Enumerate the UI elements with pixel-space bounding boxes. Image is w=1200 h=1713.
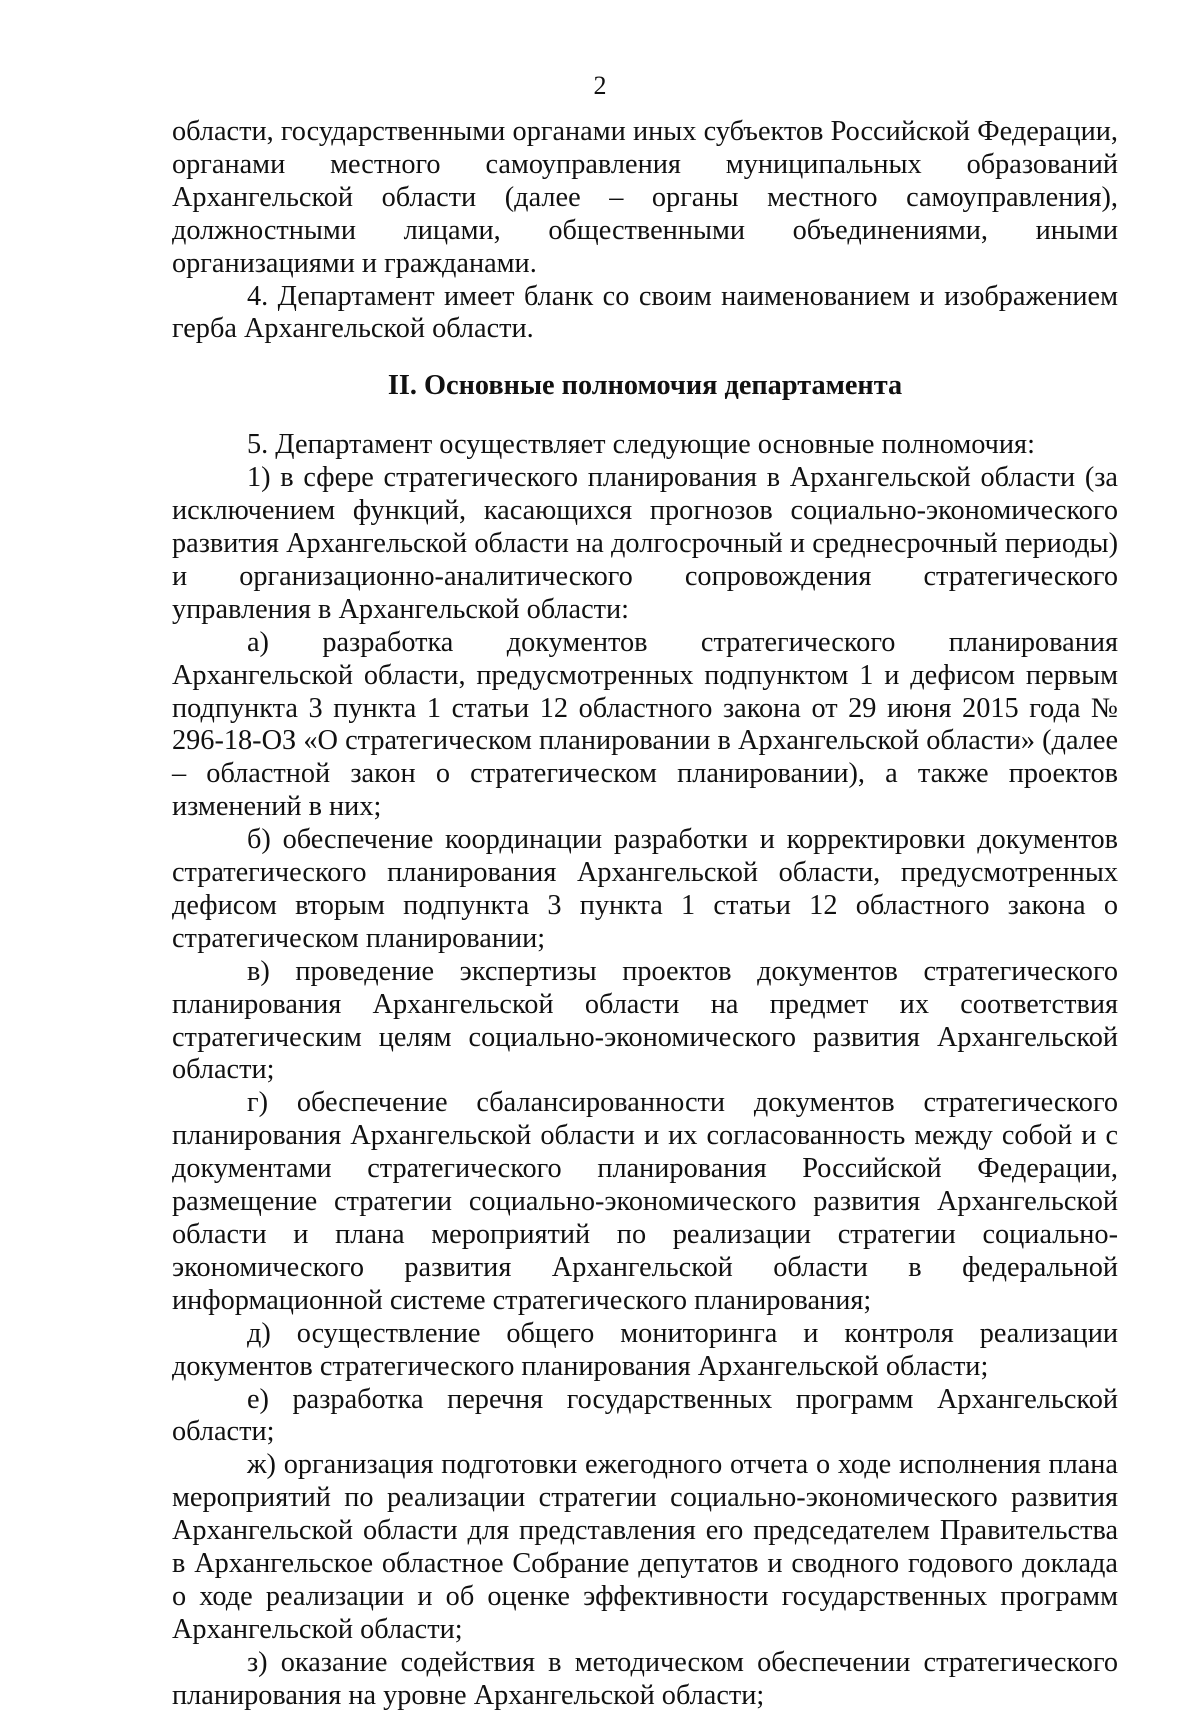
page-number: 2 — [593, 71, 607, 100]
paragraph-point-b: б) обеспечение координации разработки и корректировки документов стратегического планирования Архангельской области, предусмотренных дефисом вторым подпункта 3 пункта 1 статьи 12 областного закона о стратегическом планировании; — [172, 824, 1118, 954]
section-heading: II. Основные полномочия департамента — [387, 370, 903, 402]
paragraph-point-zh: ж) организация подготовки ежегодного отчета о ходе исполнения плана мероприятий по реализации стратегии социально-экономического развития Архангельской области для представления его председателем Правительства в Архангельское областное Собрание депутатов и сводного годового доклада о ходе реализации и об оценке эффективности государственных программ Архангельской области; — [172, 1449, 1118, 1645]
paragraph-point-d: д) осуществление общего мониторинга и контроля реализации документов стратегического планирования Архангельской области; — [172, 1317, 1118, 1382]
document-body — [172, 116, 1118, 1713]
paragraph-point-e: е) разработка перечня государственных программ Архангельской области; — [172, 1383, 1118, 1448]
paragraph-item-5: 5. Департамент осуществляет следующие основные полномочия: — [247, 429, 1035, 461]
paragraph-point-a: а) разработка документов стратегического планирования Архангельской области, предусмотренных подпунктом 1 и дефисом первым подпункта 3 пункта 1 статьи 12 областного закона от 29 июня 2015 года № 296-18-ОЗ «О стратегическом планировании в Архангельской области» (далее – областной закон о стратегическом планировании), а также проектов изменений в них; — [172, 626, 1118, 823]
paragraph-point-g: г) обеспечение сбалансированности документов стратегического планирования Архангельской области и их согласованность между собой и с документами стратегического планирования Российской Федерации, размещение стратегии социально-экономического развития Архангельской области и плана мероприятий по реализации стратегии социально-экономического развития Архангельской области в федеральной информационной системе стратегического планирования; — [172, 1087, 1118, 1316]
paragraph-item-4: 4. Департамент имеет бланк со своим наименованием и изображением герба Архангельской области. — [172, 280, 1118, 345]
paragraph-continuation: области, государственными органами иных субъектов Российской Федерации, органами местного самоуправления муниципальных образований Архангельской области (далее – органы местного самоуправления), должностными лицами, общественными объединениями, иными организациями и гражданами. — [172, 116, 1118, 279]
paragraph-point-z: з) оказание содействия в методическом обеспечении стратегического планирования на уровне Архангельской области; — [172, 1646, 1118, 1711]
paragraph-subitem-1: 1) в сфере стратегического планирования в Архангельской области (за исключением функций, касающихся прогнозов социально-экономического развития Архангельской области на долгосрочный и среднесрочный периоды) и организационно-аналитического сопровождения стратегического управления в Архангельской области: — [172, 462, 1118, 625]
paragraph-point-v: в) проведение экспертизы проектов документов стратегического планирования Архангельской области на предмет их соответствия стратегическим целям социально-экономического развития Архангельской области; — [172, 955, 1118, 1086]
